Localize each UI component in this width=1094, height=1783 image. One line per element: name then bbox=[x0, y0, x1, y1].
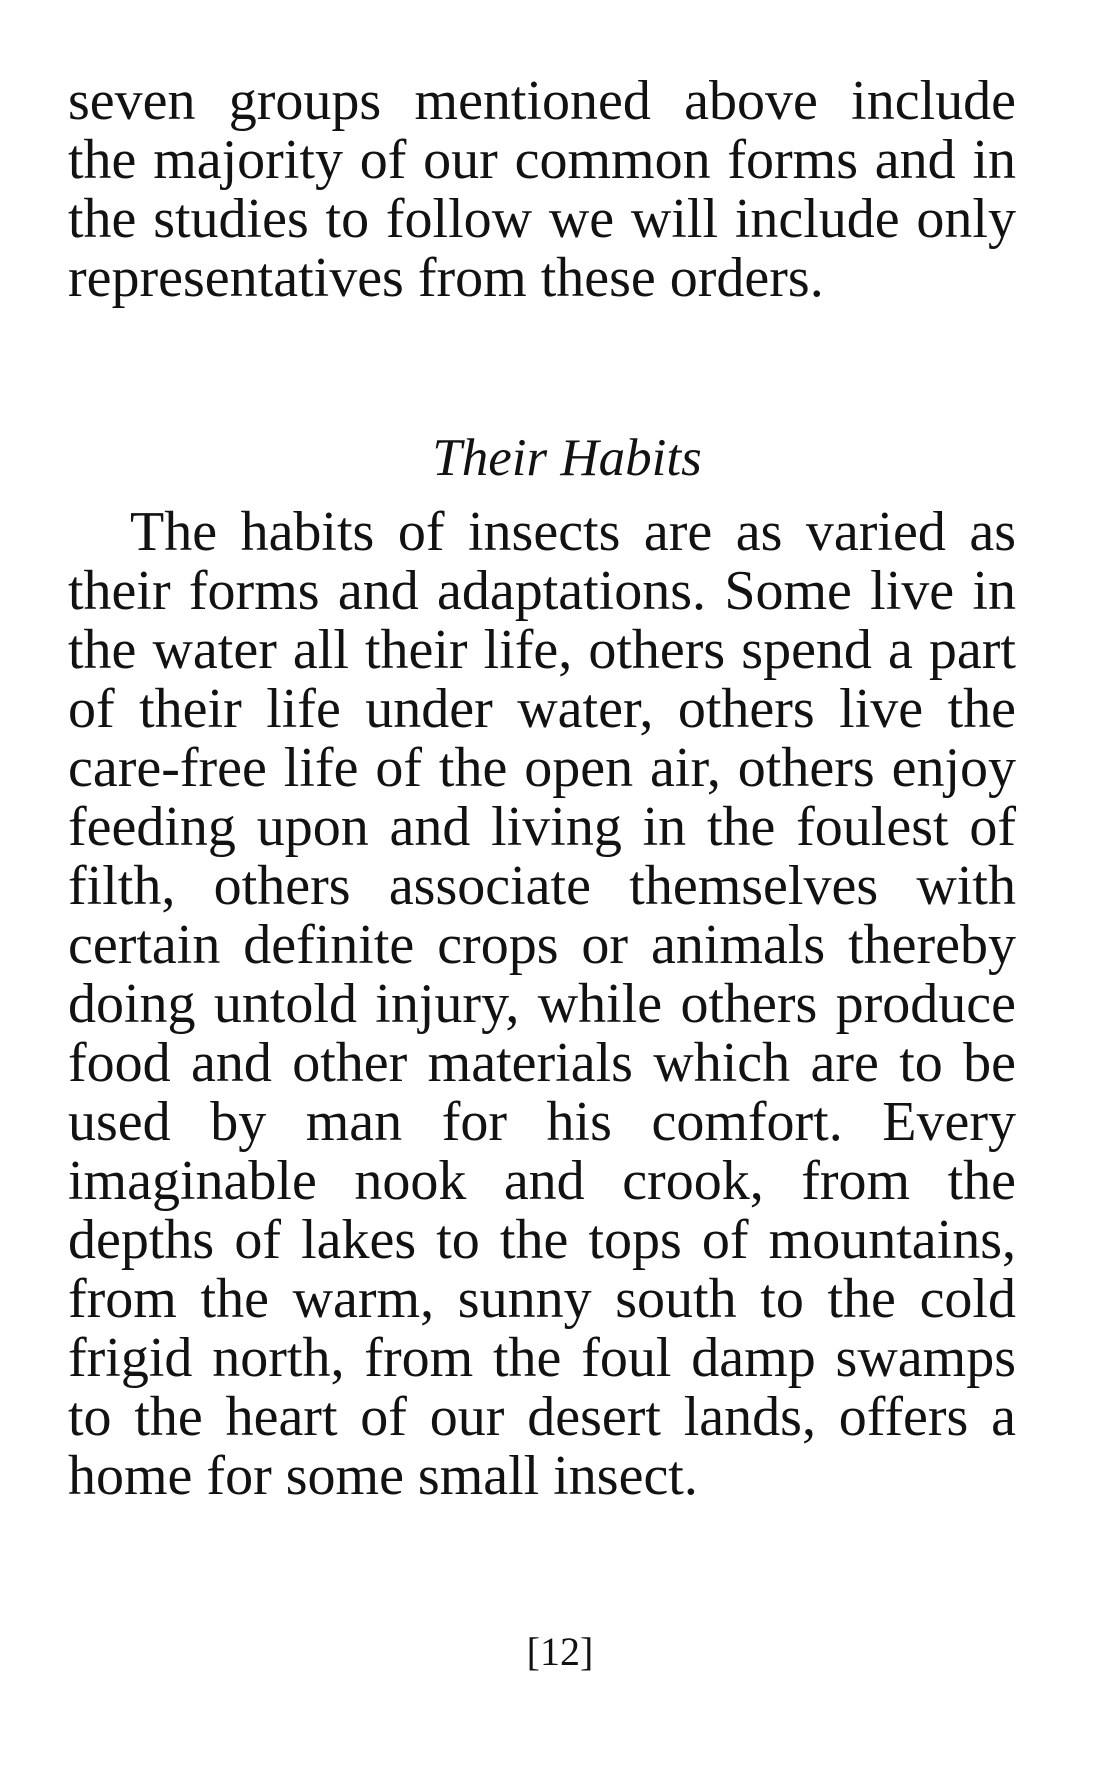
habits-paragraph: The habits of insects are as varied as their forms and adaptations. Some live in the water all their life, others spend a part of their life under water, others live the care-free life of the open air, others enjoy feeding upon and living in the foulest of filth, others associate themselves with certain definite crops or animals thereby doing untold injury, while others produce food and other materials which are to be used by man for his comfort. Every imaginable nook and crook, from the depths of lakes to the tops of mountains, from the warm, sunny south to the cold frigid north, from the foul damp swamps to the heart of our desert lands, offers a home for some small insect. bbox=[68, 501, 1016, 1507]
intro-paragraph: seven groups mentioned above include the majority of our common forms and in the studies to follow we will include only representatives from these orders. bbox=[68, 70, 1016, 309]
page-number: [12] bbox=[526, 1629, 594, 1674]
section-heading: Their Habits bbox=[432, 429, 702, 487]
